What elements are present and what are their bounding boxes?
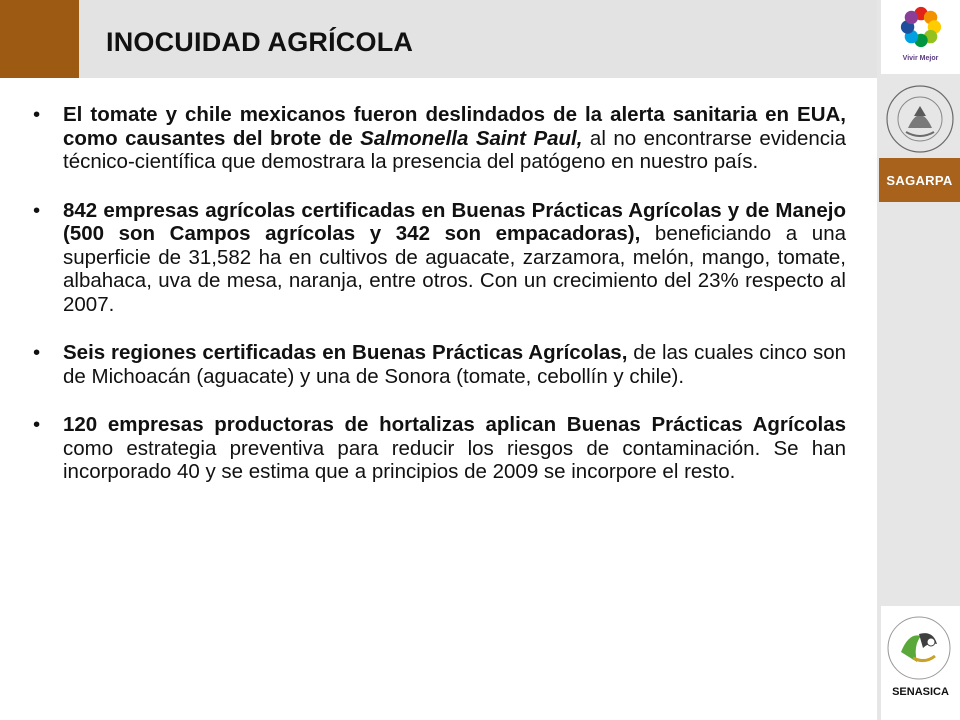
- sagarpa-label: SAGARPA: [879, 158, 960, 202]
- senasica-seal-icon: [883, 612, 955, 684]
- logo-caption: Vivir Mejor: [902, 55, 939, 62]
- bullet-dot-icon: •: [33, 341, 41, 364]
- bullet-text-run: de las cuales cinco son de Michoacán (aguacate) y una de Sonora (tomate, cebollín y chile).: [63, 341, 847, 388]
- bullet-text-run: 842 empresas agrícolas certificadas en Buenas Prácticas Agrícolas y de Manejo (500 son Campos agrícolas y 342 son empacadoras),: [63, 198, 846, 245]
- bullet-item: [30, 413, 846, 484]
- slide-title: INOCUIDAD AGRÍCOLA: [106, 27, 414, 57]
- bullet-item: [30, 199, 846, 317]
- header-accent-block: [0, 0, 79, 78]
- bullet-text-run: Salmonella Saint Paul,: [360, 126, 583, 150]
- bullet-text-run: El tomate y chile mexicanos fueron deslindados de la alerta sanitaria en EUA, como causantes del brote de: [63, 103, 846, 150]
- senasica-label: SENASICA: [892, 686, 949, 698]
- bullet-dot-icon: •: [33, 413, 41, 436]
- bullet-dot-icon: •: [33, 103, 41, 126]
- bullet-text-run: 120 empresas productoras de hortalizas aplican Buenas Prácticas Agrícolas: [63, 413, 846, 436]
- bullet-text-run: Seis regiones certificadas en Buenas Prácticas Agrícolas,: [63, 341, 628, 364]
- bullet-text-run: beneficiando a una superficie de 31,582 ha en cultivos de aguacate, zarzamora, melón, mango, tomate, albahaca, uva de mesa, naranja, entre otros. Con un crecimiento del 23% respecto al 2007.: [63, 222, 846, 316]
- bullet-dot-icon: •: [33, 198, 41, 222]
- flower-logo-icon: [898, 4, 944, 50]
- bullet-text-run: al no encontrarse evidencia técnico-científica que demostrara la presencia del patógeno en nuestro país.: [63, 126, 846, 173]
- bullet-item: [30, 341, 846, 388]
- bullet-text-run: como estrategia preventiva para reducir los riesgos de contaminación. Se han incorporado 40 y se estima que a principios de 2009 se incorpore el resto.: [63, 436, 846, 483]
- bullet-item: [30, 103, 846, 174]
- national-seal-icon: [884, 82, 956, 156]
- bullet-list: [30, 103, 846, 509]
